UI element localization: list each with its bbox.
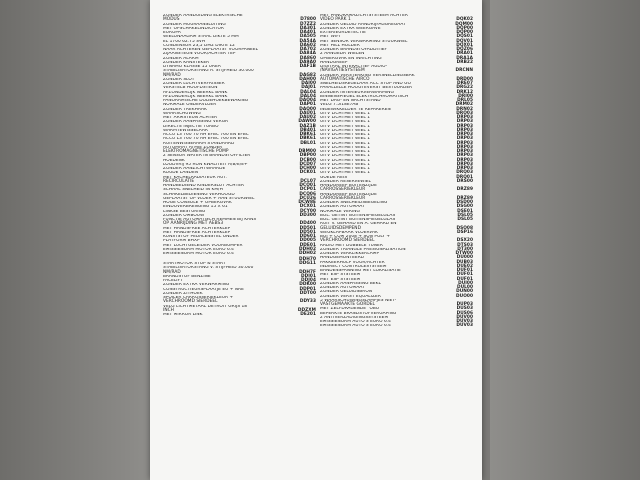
option-description: ZONDER AANPASSING VERGR — [163, 120, 229, 125]
option-row — [163, 146, 316, 155]
option-description: STABILISATORSTANG V. STIJFHEID 30.000 NM/RAD — [163, 266, 254, 275]
option-description: GOEDE REIS — [320, 175, 348, 180]
option-code: DA401 — [299, 30, 316, 35]
option-code: DRP03 — [456, 132, 473, 137]
option-code: DBK61 — [299, 136, 316, 142]
option-description: MET DAG- EN NACHTSTAND — [320, 99, 381, 103]
option-code: DTW00 — [455, 251, 473, 256]
option-description: UITV LICHTMET WIEL 1 — [320, 154, 370, 159]
option-code: DT300 — [457, 246, 473, 252]
option-code: DRP03 — [456, 136, 473, 142]
option-code: DUF01 — [456, 276, 473, 282]
option-code: DUF01 — [456, 268, 473, 273]
option-description: 2 SENSOR WATER IN BRANDSTOFFILTER — [163, 154, 251, 159]
option-code: DRP03 — [456, 153, 473, 159]
option-code: DDI01 — [301, 273, 316, 279]
option-description: MET OPSCHAKELINDICATOR — [163, 26, 224, 31]
option-code: DRE07 — [456, 81, 473, 86]
option-row — [163, 69, 316, 78]
option-code: DRI00 — [458, 93, 473, 99]
option-description: ZONDER GELUID AANDRIJFAGGREGAAT — [320, 22, 406, 27]
option-description: ZONDER EXTRA WEERGAVE — [320, 26, 381, 31]
option-description: NORMALE ONDERVLOER — [163, 103, 217, 108]
option-code: DRA1A — [456, 55, 473, 61]
option-row — [320, 184, 473, 193]
option-code: DCO01 — [299, 183, 316, 188]
option-code: DRZ89 — [456, 187, 473, 193]
option-row — [320, 193, 473, 202]
option-description: MET SENSOR VERWARMING STUURWIEL — [320, 39, 408, 44]
option-code: DAP01 — [299, 102, 316, 108]
option-code: DQZ06 — [456, 47, 473, 52]
option-description: 2 AANGEDR WIELEN — [320, 52, 365, 57]
option-description: MET LUCHTGELEIDER VOORBUMPER — [163, 243, 243, 248]
option-code: DDT00 — [299, 290, 316, 296]
option-description: MET HILL HOLDER — [320, 43, 360, 48]
option-description: BANDENSPANNING MET LOKALISATIE — [320, 269, 401, 273]
option-description: GEPLAATST OP VLOER + AAN STUURWIEL — [163, 196, 255, 201]
option-code: DBL01 — [300, 140, 316, 146]
option-description: HANDGREEP — [320, 60, 348, 65]
option-code: DDH7F — [299, 269, 316, 275]
option-description: ZONDER SNELHEIDSBEGELING — [320, 201, 388, 205]
option-code: DA860 — [299, 55, 316, 61]
option-description: PARALLELLE HOOGTEVERST BESTUURDER — [320, 86, 413, 91]
option-description: DYNAMO KLASSE 15 UREA — [163, 65, 221, 69]
option-description: BEPERKTE BRANDSTOFVERGAPING — [320, 311, 397, 316]
option-description: UITV LICHTMET WIEL 1 — [320, 133, 370, 137]
background-right — [490, 0, 640, 480]
option-code: DDH70 — [299, 256, 316, 262]
option-description: ZONDER VERST EQUALIZER — [320, 294, 381, 299]
option-code: DSG00 — [456, 204, 473, 210]
option-description: UITV LICHTMET WIEL 1 — [320, 162, 370, 167]
option-code: DRP03 — [456, 123, 473, 129]
option-code: DUP03 — [456, 302, 473, 307]
option-code: DAQ00 — [299, 106, 316, 112]
option-code: DCL07 — [300, 178, 316, 184]
option-description: DIGITAAL INTERACTIEF AUDIO- /NAVIGATIESYSTEEM — [320, 65, 388, 74]
option-code: DCU26 — [299, 195, 316, 201]
option-code: DRG22 — [456, 85, 473, 91]
option-code: DD400 — [299, 221, 316, 227]
option-description: HANDGREEP BUITENZIJDE CARROSSERIEKLEUR — [320, 192, 377, 201]
option-code: DAL04 — [300, 89, 316, 95]
option-row — [320, 14, 473, 23]
option-row — [163, 252, 316, 256]
option-description: UITV LICHTMET WIEL 1 — [320, 111, 370, 116]
option-code: DUE02 — [456, 263, 473, 269]
option-code: DRP03 — [456, 157, 473, 163]
option-code: DQP00 — [456, 25, 473, 31]
option-description: CONDENSOR 23,5 DM2 DIKTE 12 — [163, 43, 235, 48]
option-code: DAW00 — [298, 119, 316, 125]
option-description: HANDGREEP BUITENZIJDE CARROSSERIEKLEUR — [320, 184, 377, 193]
option-description: HANDBEDIEND KINDERSLOT ACHTER — [163, 184, 245, 188]
option-description: ZONDER EXTRA VERWARMING — [163, 283, 230, 288]
option-description: MET PANORAMAZICHTSYSTEEM ACHTER VIDEO PARK 1 — [320, 14, 408, 23]
option-description: ZONDER ZITHOEK — [163, 291, 203, 296]
option-description: ZONDER INTERIEURVERWARMING — [320, 90, 394, 95]
option-code: DCW8E — [298, 200, 316, 205]
option-description: ZONDER TRIANGLE PRESIGNALISATION — [320, 247, 406, 252]
option-code: DA602 — [299, 42, 316, 48]
option-code: DCX01 — [299, 204, 316, 210]
option-description: ZONDER AANPASSING BEKL — [320, 281, 381, 286]
option-code: DTS03 — [457, 242, 473, 248]
option-row — [163, 14, 316, 23]
option-description: HOGE CONSOLE + OPBERGVAK — [163, 201, 232, 205]
option-description: PLATFORM BHXP — [163, 239, 200, 244]
option-description: BOL. GETINT BUITENSPIEGELGLAS — [320, 218, 396, 222]
option-code: DDP01 — [299, 286, 316, 292]
option-description: ZONDER OMBOUW — [163, 213, 205, 218]
option-description: NORMALE VERING — [320, 209, 360, 214]
option-description: UITV LICHTMET WIEL 1 — [320, 128, 370, 133]
option-code: DSO08 — [456, 225, 473, 231]
option-code: DB401 — [299, 127, 316, 133]
option-description: ZONDER GELUIDSBRON — [320, 290, 373, 295]
option-code: DUS03 — [456, 306, 473, 312]
option-description: WIELONAAGAM STAAL DIKTE 5 MM — [163, 35, 239, 40]
option-code: DDH02 — [299, 246, 316, 252]
option-description: KUNSTSTOF PEDALENSTEL ONDER — [163, 235, 239, 239]
option-description: UITV LICHTMET WIEL 1 — [320, 116, 370, 120]
option-row — [163, 313, 316, 317]
option-code: DDY33 — [299, 299, 316, 305]
option-description: UITV LICHTMET WIEL 1 — [320, 120, 370, 125]
option-description: CONSTRUCTIEURSPLAATJE EU + NRE — [163, 287, 244, 292]
option-description: SNELHEIDSREGELAAR ACC STOP AND GO — [320, 82, 411, 86]
option-code: DUS06 — [456, 310, 473, 316]
option-code: DBK61 — [299, 132, 316, 137]
option-description: UITV LICHTMET WIEL 1 — [320, 171, 370, 176]
option-code: DAL04 — [300, 93, 316, 99]
option-row — [163, 176, 316, 185]
option-code: DRP03 — [456, 166, 473, 171]
option-code: DRA01 — [456, 51, 473, 57]
option-description: MET HANDSFREE ACHTERKLEP — [163, 230, 231, 235]
option-code: DRP03 — [456, 161, 473, 167]
option-description: MET ARMSTEUN ACHTER — [163, 116, 218, 120]
option-description: PAKKEERHULP VOOR/ACHTER — [320, 260, 385, 265]
option-code: DSX20 — [456, 238, 473, 244]
option-description: MET ESP SYSTEEM — [320, 273, 361, 278]
option-code: DDE01 — [299, 242, 316, 248]
option-description: RUIT V. GEHARD EN A. GEHARD EN GELUIDSDEMPEND — [320, 222, 397, 231]
option-code: DRS00 — [456, 178, 473, 184]
option-code: D7ZZ2 — [299, 21, 316, 27]
option-code: DUV00 — [456, 314, 473, 320]
option-description: SCHAAL SNELHEID IN KM/H — [163, 188, 223, 193]
option-description: AUTOMAAT ATMIE ZONDER ELEKTROMAGNETISCHE POMP — [163, 145, 229, 154]
option-code: DRP03 — [456, 127, 473, 133]
option-row — [163, 305, 316, 314]
option-code: DRP03 — [456, 115, 473, 120]
option-code: DRN02 — [456, 106, 473, 112]
option-code: DA84A — [299, 51, 316, 57]
option-code: DUO00 — [456, 293, 473, 299]
option-code: DQS01 — [456, 34, 473, 40]
option-code: DQX01 — [456, 42, 473, 48]
option-code: DU000 — [456, 255, 473, 261]
option-code: DRP03 — [456, 149, 473, 154]
option-code: DDH02 — [299, 251, 316, 256]
option-code: DSE01 — [457, 208, 473, 214]
option-description: VERSTELB HOOFDSTEUN — [163, 86, 218, 91]
option-description: WEGKLAPBAAR VLOERVAK — [320, 230, 378, 235]
option-row — [163, 266, 316, 275]
option-description: AFZONDERLIJK NEERKL BANK — [163, 90, 228, 95]
option-description: ZONDER AANZICHTWAARDE — [163, 167, 226, 171]
option-code: DDK00 — [299, 282, 316, 288]
option-code: DRCNN — [455, 68, 473, 74]
option-row — [320, 74, 473, 83]
option-description: DIRECTE INJECTIE TURBO — [163, 124, 219, 129]
option-description: ACCU L3 760 70 AH EFBC 760 EN EFBC — [163, 133, 249, 137]
option-description: EMISSIENORM AUTO'S EURO 6.4 — [320, 320, 391, 324]
option-description: UITV LICHTMET WIEL 1 — [320, 141, 370, 146]
option-description: NAAR ACHTEREN GEPLAATST VOORPANEEL — [163, 48, 259, 52]
option-description: HOEDENK — [163, 158, 185, 163]
option-code: DD501 — [299, 225, 316, 231]
option-description: ZONDER TREKHAAK — [163, 107, 207, 112]
option-code: DBP00 — [299, 153, 316, 159]
option-code: DQV01 — [456, 38, 473, 44]
option-description: LINKSE BESTURING — [163, 209, 206, 214]
option-code: DQP00 — [456, 30, 473, 35]
option-description: WAARSCHUWING — [163, 111, 201, 116]
option-description: ZONDER SLOT — [163, 77, 195, 82]
option-code: DA54A — [299, 38, 316, 44]
option-description: RUITENWISSERARM STANDAARD — [163, 141, 235, 146]
option-description: UITV LICHTMET WIEL 1 — [320, 137, 370, 142]
option-description: SCHAKELBEDIENING VERHOOGD — [163, 192, 235, 197]
option-description: ZONDER AANDUIDING ELEKTRISCHE MODUS — [163, 14, 243, 23]
option-description: MET ESP SYSTEEM — [320, 277, 361, 282]
background-left — [0, 0, 150, 480]
option-row — [163, 218, 316, 227]
option-description: AFZONDERLIJK NEERKL BANK — [163, 94, 228, 99]
option-row — [320, 222, 473, 231]
option-code: DCD07 — [299, 161, 316, 167]
option-code: DRP03 — [456, 119, 473, 125]
option-code: DCB00 — [299, 157, 316, 163]
option-description: ZONDER ALARM — [163, 56, 199, 61]
option-description: SPOILER CARROSSERIEKLEUR + VERCHROOMD SIERDEEL — [163, 296, 234, 305]
option-description: EUROPA — [163, 31, 181, 35]
option-description: ZONDER LUCHTVERFRISSER — [163, 82, 225, 86]
option-description: UITV LICHTMET WIEL 1 — [320, 158, 370, 163]
option-code: DAJ01 — [301, 85, 316, 91]
option-description: OPBERGVAK EN INRICHTING — [320, 56, 382, 61]
option-description: BINNENSPIEGEL ELEKTROCHROMATISCH — [320, 94, 409, 99]
option-code: DSD00 — [456, 200, 473, 205]
option-description: ZIJAANSTEUN VOOR/ACHTER TEP — [163, 52, 236, 57]
option-code: DUN00 — [456, 289, 473, 295]
option-description: KOUDE LANDEN — [163, 171, 198, 176]
option-description: MET KACHELRADIATEUR AUT. RECIRCULATIE — [163, 175, 227, 184]
option-code: DUF01 — [456, 272, 473, 278]
option-description: STARTMOTOR STOP & START — [163, 262, 226, 267]
option-code: DCQ06 — [299, 191, 316, 197]
option-description: 5 WAARSCHUWINGSLAMPJES NIET- VASTGEMAAKTE GORDEL — [320, 298, 397, 307]
option-description: 2 ANTIVERZADIGINGSSYSTEEM — [320, 315, 389, 320]
option-code: DAI00 — [301, 81, 316, 86]
option-code: DE201 — [300, 312, 316, 318]
option-code: DUL00 — [456, 285, 473, 290]
option-row — [320, 324, 473, 328]
option-row — [320, 65, 473, 74]
option-code: DRZ89 — [456, 195, 473, 201]
option-code: DD601 — [299, 234, 316, 239]
option-description: UITV LICHTMET WIEL 1 — [320, 150, 370, 154]
option-code: DSP16 — [456, 229, 473, 235]
option-code: DRO03 — [456, 110, 473, 116]
option-code: DCK01 — [299, 170, 316, 176]
option-code: DQK02 — [456, 17, 473, 23]
option-description: UITV LICHTMET WIEL 1 — [320, 167, 370, 171]
option-code: DRB22 — [456, 59, 473, 65]
option-code: DDZXM — [297, 307, 316, 313]
right-column — [320, 14, 473, 480]
option-description: ZONDER MUURAANSLUITING — [163, 22, 226, 27]
option-code: DRQ03 — [456, 170, 473, 176]
option-code: DUV03 — [456, 323, 473, 329]
option-description: ACCU L3 760 70 AH EFBC 760 EN EFBC — [163, 137, 249, 142]
option-description: INDIRECT CONTROLESYSTEEM — [320, 264, 387, 269]
option-code: DA9A0 — [299, 59, 316, 65]
option-code: DAG82 — [299, 72, 316, 78]
option-description: FUNCTIE AUTOMATISCH REMMEN BIJ KANS OP AANRIJDING MET AEBS3 — [163, 218, 257, 227]
option-code: DRP03 — [456, 140, 473, 146]
option-code: DD300 — [299, 212, 316, 218]
option-code: DDJ04 — [301, 278, 316, 284]
option-code: DSL05 — [457, 212, 473, 218]
option-code: DAO04 — [299, 98, 316, 103]
option-description: WARMTEWISSELAAR — [163, 128, 208, 133]
option-description: MET MIRROR LINK — [163, 313, 203, 318]
option-code: DDG11 — [299, 261, 316, 267]
option-code: DUV03 — [456, 319, 473, 324]
option-code: DCP01 — [299, 187, 316, 193]
option-code: DD501 — [299, 229, 316, 235]
option-description: ZONDER VERSTERKING VERSNELLINGSBAK AUTOMATISCHE AIRCO — [320, 73, 415, 82]
option-code: DAH00 — [299, 76, 316, 82]
option-code: DAF1B — [299, 64, 316, 69]
option-row — [320, 235, 473, 244]
option-code: D7800 — [300, 17, 316, 23]
option-description: FACELIFT — [163, 279, 183, 284]
option-code: DRL05 — [457, 98, 473, 103]
option-description: MET WIFI — [320, 35, 341, 40]
option-code: DA301 — [299, 25, 316, 31]
option-code: DQM00 — [455, 21, 473, 27]
option-code: DAU02 — [299, 115, 316, 120]
option-code: DRP03 — [456, 144, 473, 150]
option-code: DA505 — [299, 34, 316, 40]
option-description: MET HANDSFREE ACHTERKLEP — [163, 226, 231, 231]
option-code: DRK12 — [456, 89, 473, 95]
option-description: HANDGEMONTEERD — [320, 256, 365, 261]
option-code: DCY00 — [299, 208, 316, 214]
option-description: ZONDER KANSTEKER — [163, 60, 210, 65]
option-description: VELG LICHTMETAAL DETROIT GRIJS 18 INCH — [163, 304, 248, 313]
option-description: EMISSIENORM AUTO'S EURO 6.4 — [320, 324, 391, 329]
option-code: DRD00 — [456, 76, 473, 82]
option-description: UITV LICHTMET WIEL 1 — [320, 145, 370, 150]
option-description: STABILISATORSTANG A. STIJFHEID 30.000 NM/RAD — [163, 69, 254, 78]
option-description: VELG 7.5I18E7AB — [320, 103, 359, 108]
option-description: ZONDER VERKLIKKERLAMP — [320, 252, 380, 256]
option-list — [163, 14, 473, 480]
option-code: DAU01 — [299, 110, 316, 116]
option-code: DRM02 — [455, 102, 473, 108]
option-description: ZONDER AUTOMAAT — [320, 286, 365, 290]
option-description: RADIO MET DUBBELE TUNER — [320, 243, 383, 248]
document-sheet — [150, 0, 482, 480]
left-column — [163, 14, 316, 480]
option-description: EMISSIENORM MOTOR EURO 6.4 — [163, 247, 234, 252]
option-description: PANORAMISCHE DODEHOEKBEWAKING — [163, 99, 249, 103]
option-description: BOI + COM 2008 + SON POLY + VERCHROOMD SIERDEEL — [320, 235, 391, 244]
option-description: MET ZELFDRAGENDE "OBO" — [320, 307, 382, 312]
option-description: EL 1700 62.75 SVH — [163, 39, 206, 44]
option-description: BRANDSTOF BENZINE — [163, 274, 211, 279]
option-code: DBM00 — [298, 149, 316, 154]
option-code: DAZ1B — [299, 123, 316, 129]
option-description: EXTERIEURDETECTIE — [320, 31, 366, 35]
option-description: EMISSIENORM MOTOR EURO 6.4 — [163, 252, 234, 256]
option-description: LOODVRIJ 95 RON KWALITEIT A/B/E/E+ — [163, 162, 248, 167]
option-code: DCH00 — [299, 166, 316, 171]
option-code: DD005 — [299, 238, 316, 244]
option-description: INGEWIKKELDER TE REPAREREN — [320, 107, 391, 112]
option-description: BOL. GETINT BUITENSPIEGELGLAS — [320, 213, 396, 218]
option-row — [320, 299, 473, 308]
option-code: DSL05 — [457, 217, 473, 222]
option-code: DUI00 — [458, 280, 473, 286]
option-description: ZONDER AUTOMAAT — [320, 205, 365, 210]
option-description: ZONDER BRANDSTOFADDITIEF — [320, 48, 388, 52]
option-code: DA702 — [299, 47, 316, 52]
option-row — [163, 296, 316, 305]
option-code: DRQ01 — [456, 174, 473, 180]
option-description: UITV LICHTMET WIEL 1 — [320, 124, 370, 129]
option-description: ZONDER RESERVEWIEL — [320, 179, 371, 184]
option-code: DUB03 — [456, 259, 473, 265]
option-description: EINDOVERBRENGING 15 X 61 — [163, 205, 228, 210]
